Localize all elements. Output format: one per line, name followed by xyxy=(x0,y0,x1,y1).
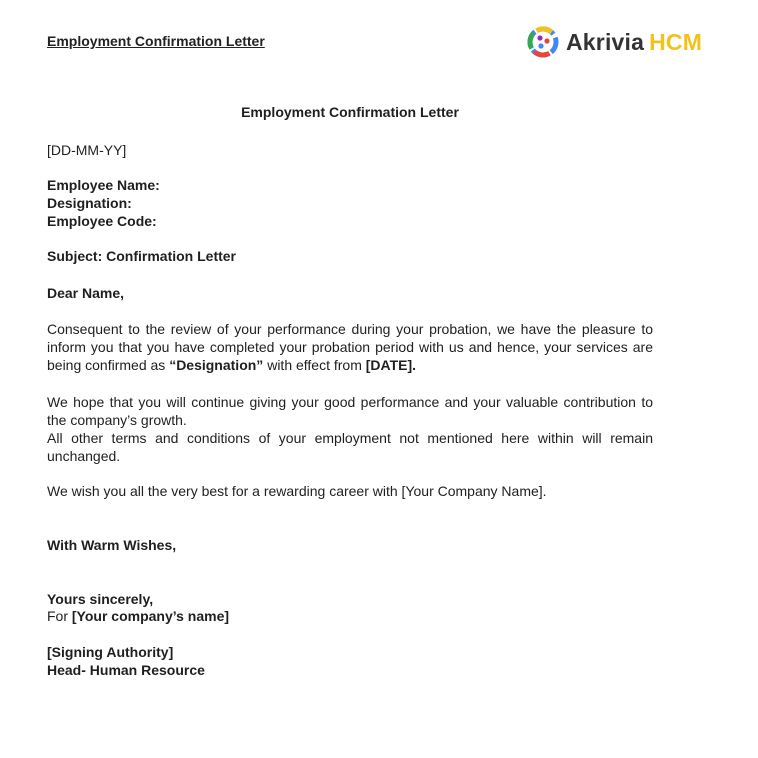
akrivia-logo-icon xyxy=(527,26,559,58)
salutation: Dear Name, xyxy=(47,285,125,301)
paragraph-hope: We hope that you will continue giving your good performance and your valuable contribution to the company’s growth. xyxy=(47,394,653,428)
signing-title: Head- Human Resource xyxy=(47,662,205,678)
letter-date: [DD-MM-YY] xyxy=(47,142,127,158)
employee-name-field: Employee Name: xyxy=(47,177,160,193)
para1-designation: “Designation” xyxy=(169,357,264,373)
para1-text-2: with effect from xyxy=(263,357,366,373)
designation-field: Designation: xyxy=(47,195,132,211)
letter-title: Employment Confirmation Letter xyxy=(241,104,459,120)
para1-date: [DATE]. xyxy=(365,357,417,373)
letter-subject: Subject: Confirmation Letter xyxy=(47,248,237,264)
company-name: [Your company’s name] xyxy=(71,608,230,624)
for-label: For xyxy=(47,608,72,624)
company-line xyxy=(47,608,229,624)
para1-text-1: Consequent to the review of your performance during your probation, we have the pleasure to inform you that you have completed your probation period with us and hence, your services are being confirmed as xyxy=(47,321,653,373)
employee-code-field: Employee Code: xyxy=(47,213,157,229)
closing-line: With Warm Wishes, xyxy=(47,537,177,553)
paragraph-wishes: We wish you all the very best for a rewarding career with [Your Company Name]. xyxy=(47,483,547,499)
logo-brand: Akrivia xyxy=(566,28,645,55)
paragraph-terms: All other terms and conditions of your employment not mentioned here within will remain unchanged. xyxy=(47,430,653,464)
sign-off: Yours sincerely, xyxy=(47,591,154,607)
paragraph-confirmation xyxy=(47,320,653,374)
logo-product: HCM xyxy=(649,28,703,55)
signing-authority: [Signing Authority] xyxy=(47,644,174,660)
brand-logo xyxy=(527,26,702,58)
header-title: Employment Confirmation Letter xyxy=(47,33,265,49)
